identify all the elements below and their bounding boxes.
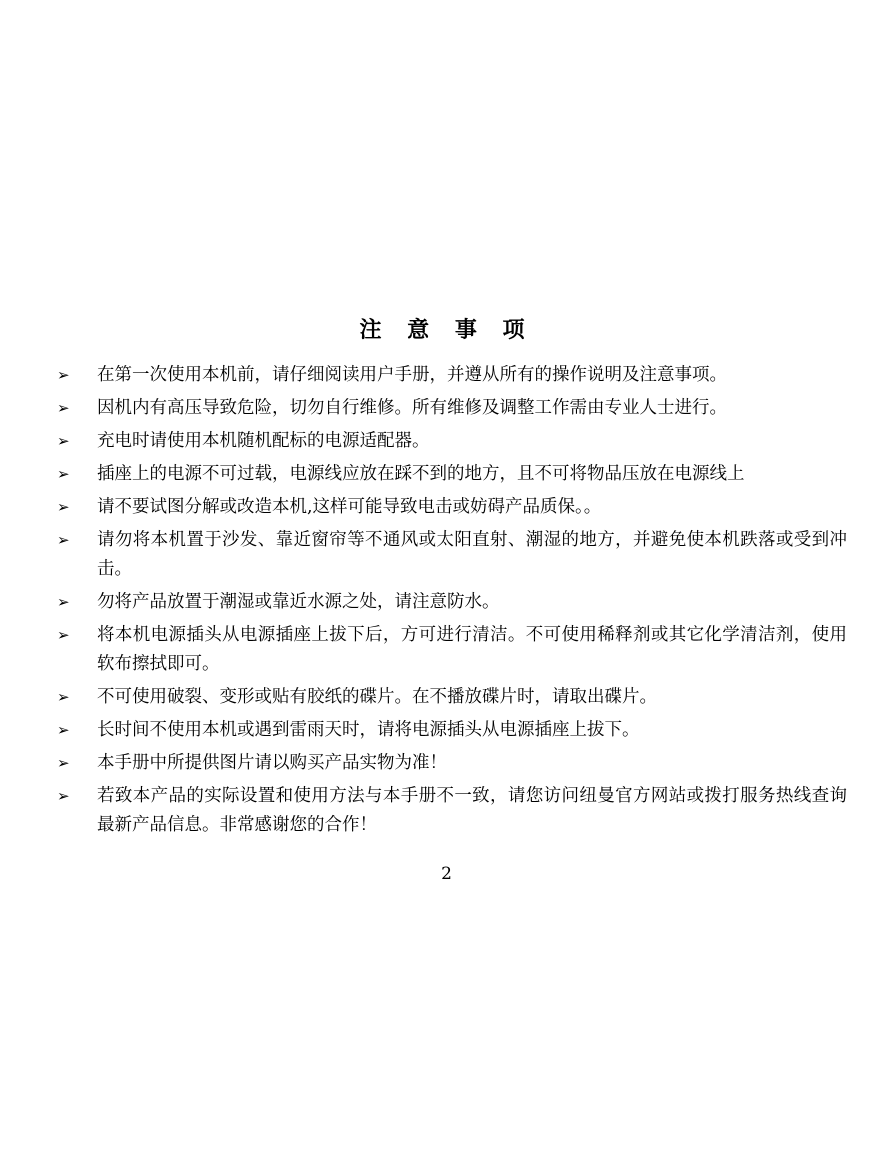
notice-list [57,361,847,844]
notice-text: 长时间不使用本机或遇到雷雨天时，请将电源插头从电源插座上拔下。 [97,720,640,740]
arrow-bullet-icon: ➢ [57,593,70,611]
arrow-bullet-icon: ➢ [57,465,70,483]
list-item [57,394,847,423]
arrow-bullet-icon: ➢ [57,432,70,450]
list-item [57,427,847,456]
list-item [57,361,847,390]
arrow-bullet-icon: ➢ [57,754,70,772]
list-item [57,749,847,778]
notice-text: 勿将产品放置于潮湿或靠近水源之处，请注意防水。 [97,592,500,612]
notice-text: 本手册中所提供图片请以购买产品实物为准！ [97,753,447,773]
arrow-bullet-icon: ➢ [57,787,70,805]
list-item [57,588,847,617]
list-item [57,683,847,712]
page-title: 注 意 事 项 [359,317,534,343]
arrow-bullet-icon: ➢ [57,366,70,384]
list-item [57,460,847,489]
notice-text: 请勿将本机置于沙发、靠近窗帘等不通风或太阳直射、潮湿的地方，并避免使本机跌落或受到冲击。 [97,530,847,579]
notice-text: 在第一次使用本机前，请仔细阅读用户手册，并遵从所有的操作说明及注意事项。 [97,365,727,385]
arrow-bullet-icon: ➢ [57,531,70,549]
notice-text: 将本机电源插头从电源插座上拔下后，方可进行清洁。不可使用稀释剂或其它化学清洁剂，使用软布擦拭即可。 [97,625,847,674]
notice-text: 若致本产品的实际设置和使用方法与本手册不一致，请您访问纽曼官方网站或拨打服务热线查询最新产品信息。非常感谢您的合作！ [97,786,847,835]
arrow-bullet-icon: ➢ [57,721,70,739]
list-item [57,716,847,745]
notice-text: 请不要试图分解或改造本机,这样可能导致电击或妨碍产品质保。。 [97,497,602,517]
arrow-bullet-icon: ➢ [57,399,70,417]
notice-text: 不可使用破裂、变形或贴有胶纸的碟片。在不播放碟片时，请取出碟片。 [97,687,657,707]
list-item [57,493,847,522]
list-item [57,621,847,679]
arrow-bullet-icon: ➢ [57,688,70,706]
arrow-bullet-icon: ➢ [57,498,70,516]
notice-text: 因机内有高压导致危险，切勿自行维修。所有维修及调整工作需由专业人士进行。 [97,398,727,418]
notice-text: 插座上的电源不可过载，电源线应放在踩不到的地方，且不可将物品压放在电源线上 [97,464,745,484]
page-number: 2 [441,864,452,884]
arrow-bullet-icon: ➢ [57,626,70,644]
list-item [57,782,847,840]
notice-text: 充电时请使用本机随机配标的电源适配器。 [97,431,430,451]
list-item [57,526,847,584]
